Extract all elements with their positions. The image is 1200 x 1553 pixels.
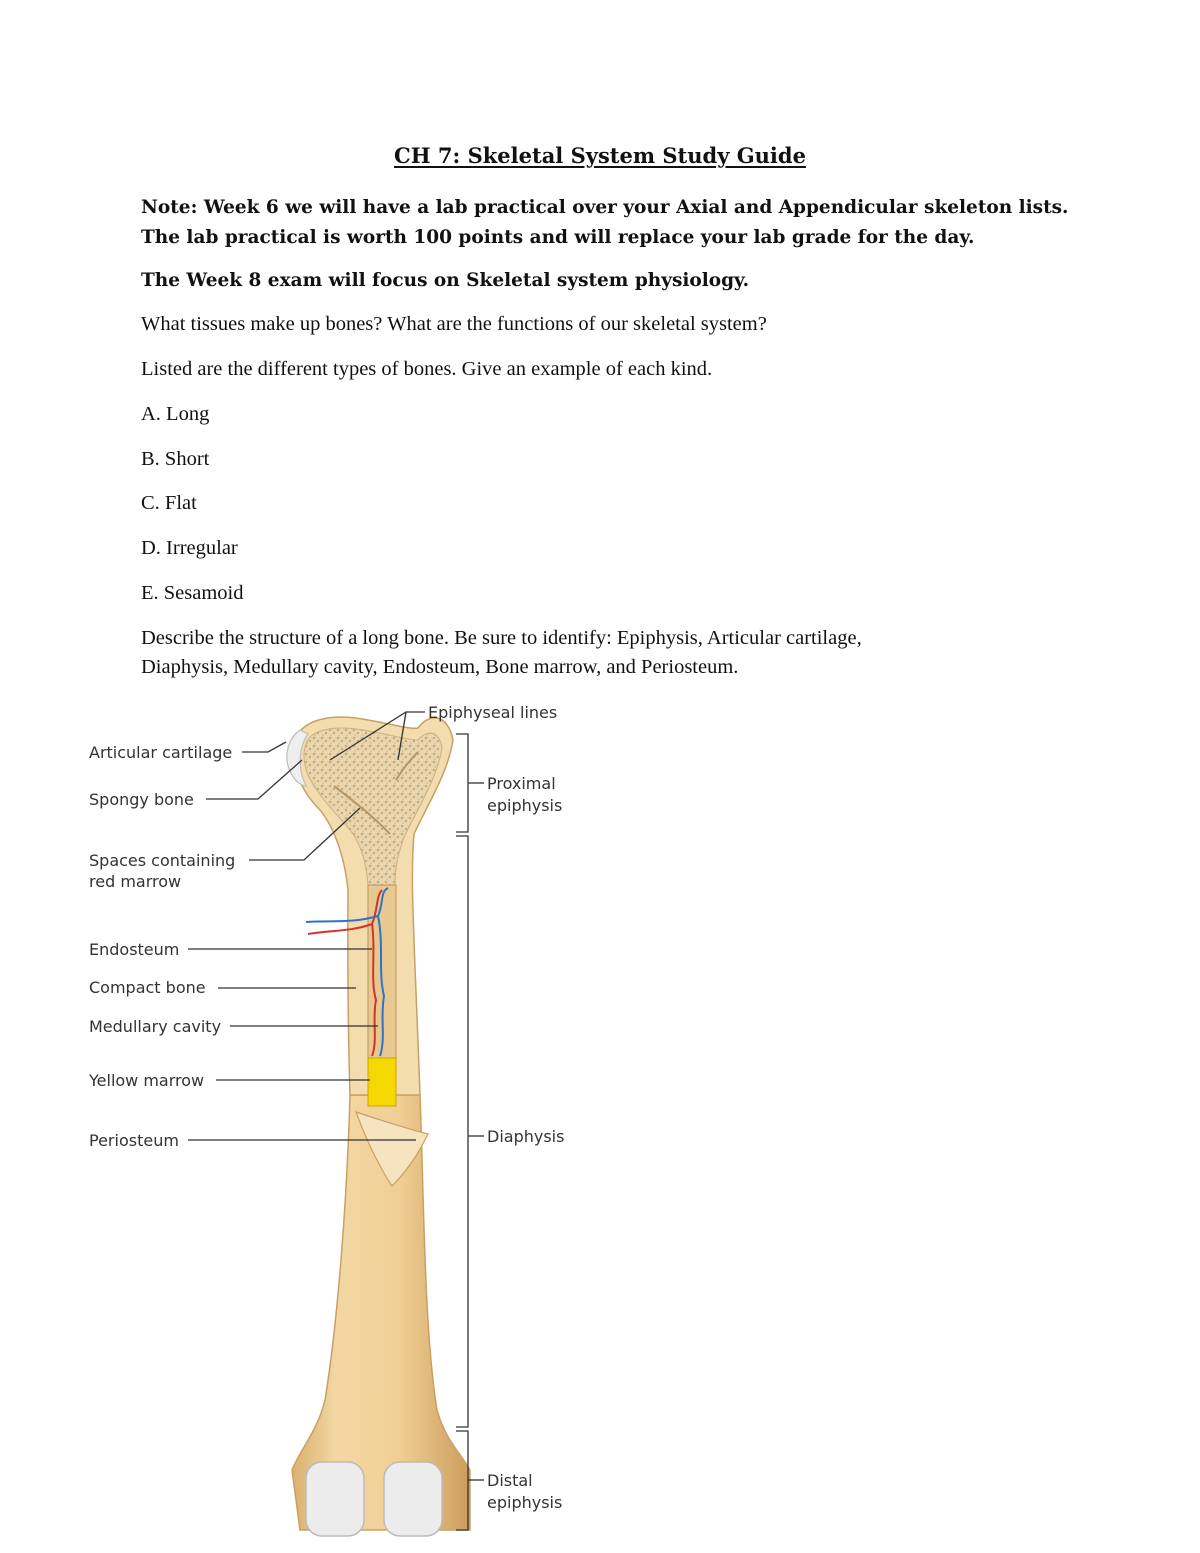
question-bone-types: Listed are the different types of bones. Give an example of each kind. <box>141 358 713 380</box>
distal-condyle-left <box>306 1462 364 1536</box>
label-spaces-line-2: red marrow <box>89 872 182 891</box>
label-articular-cartilage: Articular cartilage <box>89 743 233 762</box>
bone-type-item: B. Short <box>141 448 210 470</box>
bone-type-item: A. Long <box>141 403 210 425</box>
distal-condyle-right <box>384 1462 442 1536</box>
question-tissues: What tissues make up bones? What are the functions of our skeletal system? <box>141 313 767 335</box>
label-epiphyseal-lines: Epiphyseal lines <box>428 703 558 722</box>
describe-line-2: Diaphysis, Medullary cavity, Endosteum, Bone marrow, and Periosteum. <box>141 656 739 678</box>
bone-type-item: D. Irregular <box>141 537 238 559</box>
label-yellow-marrow: Yellow marrow <box>89 1071 205 1090</box>
yellow-marrow <box>368 1058 396 1106</box>
label-periosteum: Periosteum <box>89 1131 179 1150</box>
bone-type-item: C. Flat <box>141 492 197 514</box>
page-title: CH 7: Skeletal System Study Guide <box>394 143 806 168</box>
label-medullary-cavity: Medullary cavity <box>89 1017 222 1036</box>
label-proximal-line-1: Proximal <box>487 774 556 793</box>
label-spaces-line-1: Spaces containing <box>89 851 236 870</box>
label-distal-line-2: epiphysis <box>487 1493 563 1512</box>
note-line-1: Note: Week 6 we will have a lab practical over your Axial and Appendicular skeleton lists. <box>141 197 1069 218</box>
describe-line-1: Describe the structure of a long bone. Be sure to identify: Epiphysis, Articular cartilage, <box>141 627 862 649</box>
label-proximal-line-2: epiphysis <box>487 796 563 815</box>
exam-note: The Week 8 exam will focus on Skeletal system physiology. <box>141 270 750 291</box>
note-line-2: The lab practical is worth 100 points and will replace your lab grade for the day. <box>141 227 975 248</box>
label-distal-line-1: Distal <box>487 1471 533 1490</box>
bone-type-item: E. Sesamoid <box>141 582 244 604</box>
label-endosteum: Endosteum <box>89 940 180 959</box>
label-diaphysis: Diaphysis <box>487 1127 565 1146</box>
label-spongy-bone: Spongy bone <box>89 790 194 809</box>
label-compact-bone: Compact bone <box>89 978 206 997</box>
